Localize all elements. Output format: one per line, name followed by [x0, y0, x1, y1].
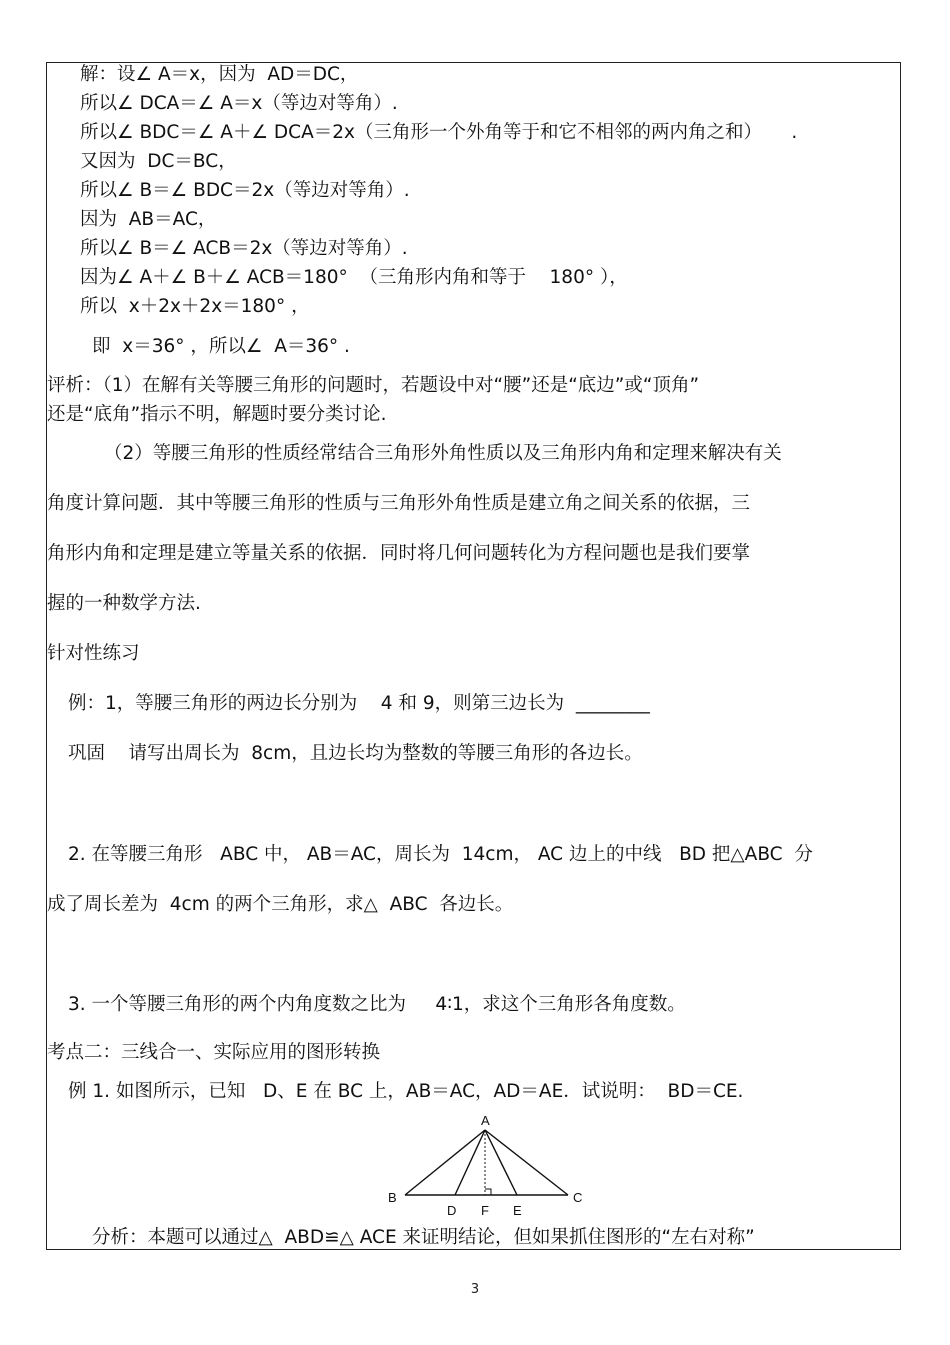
solution-line-7: 所以∠ B＝∠ ACB＝2x（等边对等角）. [80, 238, 408, 259]
practice-consolidate: 巩固 请写出周长为 8cm，且边长均为整数的等腰三角形的各边长。 [68, 743, 643, 764]
solution-line-5: 所以∠ B＝∠ BDC＝2x（等边对等角）. [80, 180, 410, 201]
label-e: E [513, 1203, 522, 1218]
triangle-figure [380, 1108, 600, 1223]
label-b: B [388, 1190, 397, 1205]
analysis-p2-line-4: 握的一种数学方法. [47, 593, 201, 614]
practice-heading: 针对性练习 [47, 643, 140, 664]
solution-line-8: 因为∠ A＋∠ B＋∠ ACB＝180° （三角形内角和等于 180° ）， [80, 267, 628, 288]
practice-question-2-line-2: 成了周长差为 4cm 的两个三角形，求△ ABC 各边长。 [47, 894, 514, 915]
section-2-heading: 考点二：三线合一、实际应用的图形转换 [47, 1042, 381, 1063]
solution-line-4: 又因为 DC＝BC， [80, 151, 237, 172]
label-a: A [481, 1113, 490, 1128]
solution-line-6: 因为 AB＝AC， [80, 209, 217, 230]
solution-line-10: 即 x＝36° ，所以∠ A＝36° . [92, 336, 350, 357]
analysis-line-1: 评析：（1）在解有关等腰三角形的问题时，若题设中对“腰”还是“底边”或“顶角” [47, 375, 700, 396]
analysis-p2-line-1: （2）等腰三角形的性质经常结合三角形外角性质以及三角形内角和定理来解决有关 [104, 443, 782, 464]
practice-question-3: 3. 一个等腰三角形的两个内角度数之比为 4∶1，求这个三角形各角度数。 [68, 994, 686, 1015]
right-angle-mark [485, 1189, 491, 1195]
practice-question-2-line-1: 2. 在等腰三角形 ABC 中， AB＝AC，周长为 14cm， AC 边上的中线 BD 把△ABC 分 [68, 844, 813, 865]
solution-line-3: 所以∠ BDC＝∠ A＋∠ DCA＝2x（三角形一个外角等于和它不相邻的两内角之和） . [80, 122, 798, 143]
solution-line-9: 所以 x＋2x＋2x＝180° ， [80, 296, 310, 317]
solution-line-2: 所以∠ DCA＝∠ A＝x（等边对等角）. [80, 93, 398, 114]
label-c: C [573, 1190, 583, 1205]
analysis-line-2: 还是“底角”指示不明，解题时要分类讨论. [47, 404, 387, 425]
section-2-example: 例 1. 如图所示，已知 D、E 在 BC 上，AB＝AC，AD＝AE．试说明： BD＝CE. [68, 1081, 744, 1102]
analysis-p2-line-2: 角度计算问题．其中等腰三角形的性质与三角形外角性质是建立角之间关系的依据，三 [47, 493, 751, 514]
segment-ad [455, 1130, 485, 1195]
page-number: 3 [470, 1282, 480, 1297]
segment-ae [485, 1130, 517, 1195]
analysis-p2-line-3: 角形内角和定理是建立等量关系的依据．同时将几何问题转化为方程问题也是我们要掌 [47, 543, 751, 564]
label-d: D [447, 1203, 457, 1218]
solution-line-1: 解：设∠ A＝x，因为 AD＝DC， [80, 64, 359, 85]
label-f: F [481, 1203, 489, 1218]
section-2-analysis: 分析：本题可以通过△ ABD≌△ ACE 来证明结论，但如果抓住图形的“左右对称” [92, 1227, 755, 1248]
side-ac [485, 1130, 568, 1195]
practice-question-1: 例：1，等腰三角形的两边长分别为 4 和 9，则第三边长为 ________ [68, 693, 650, 714]
side-ab [405, 1130, 485, 1195]
